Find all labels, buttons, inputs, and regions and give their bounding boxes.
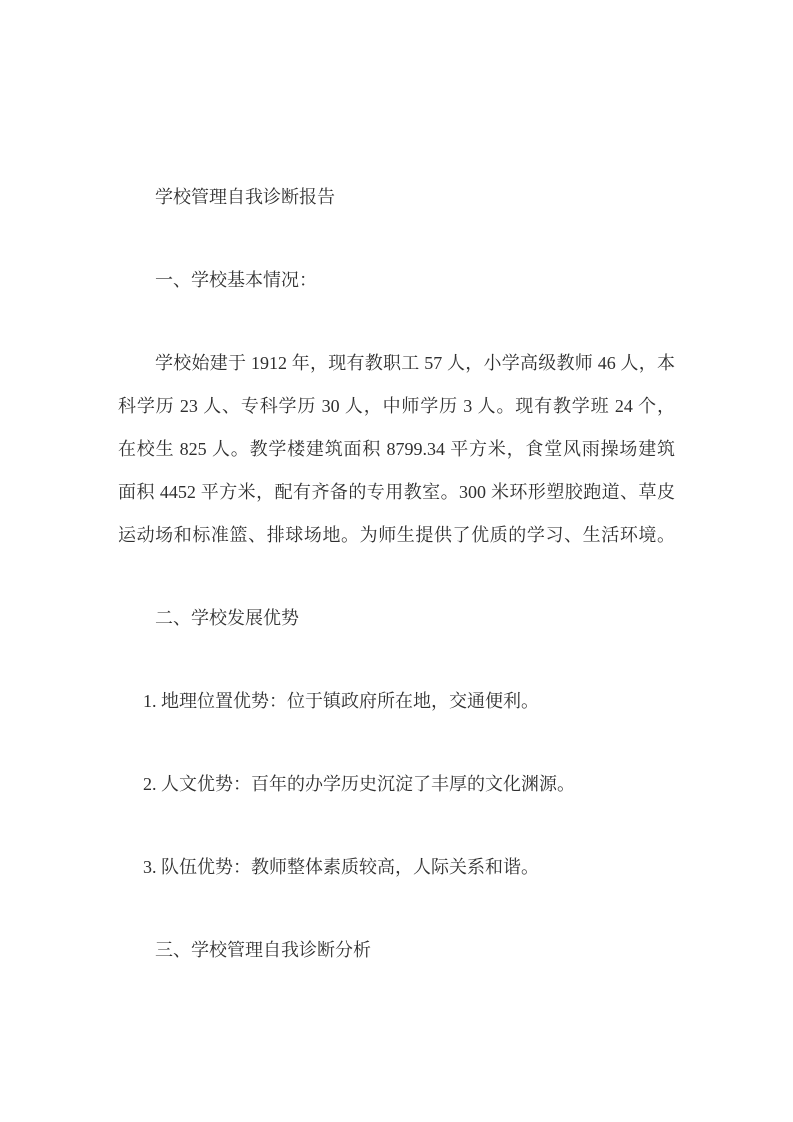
paragraph-line: 运动场和标准篮、排球场地。为师生提供了优质的学习、生活环境。 [118,525,675,545]
paragraph-line: 面积 4452 平方米，配有齐备的专用教室。300 米环形塑胶跑道、草皮 [118,482,675,502]
paragraph-line: 科学历 23 人、专科学历 30 人，中师学历 3 人。现有教学班 24 个， [118,396,675,416]
paragraph-line: 学校始建于 1912 年，现有教职工 57 人，小学高级教师 46 人，本 [155,353,675,373]
doc-title: 学校管理自我诊断报告 [155,187,335,207]
list-item-2: 2. 人文优势：百年的办学历史沉淀了丰厚的文化渊源。 [143,774,575,794]
section-1-paragraph [118,342,675,557]
section-heading-1: 一、学校基本情况： [155,270,317,290]
section-heading-3: 三、学校管理自我诊断分析 [155,940,371,960]
section-heading-2: 二、学校发展优势 [155,608,299,628]
document-body [118,176,675,972]
paragraph-line: 在校生 825 人。教学楼建筑面积 8799.34 平方米，食堂风雨操场建筑 [118,439,675,459]
list-item-1: 1. 地理位置优势：位于镇政府所在地，交通便利。 [143,691,539,711]
list-item-3: 3. 队伍优势：教师整体素质较高，人际关系和谐。 [143,857,539,877]
